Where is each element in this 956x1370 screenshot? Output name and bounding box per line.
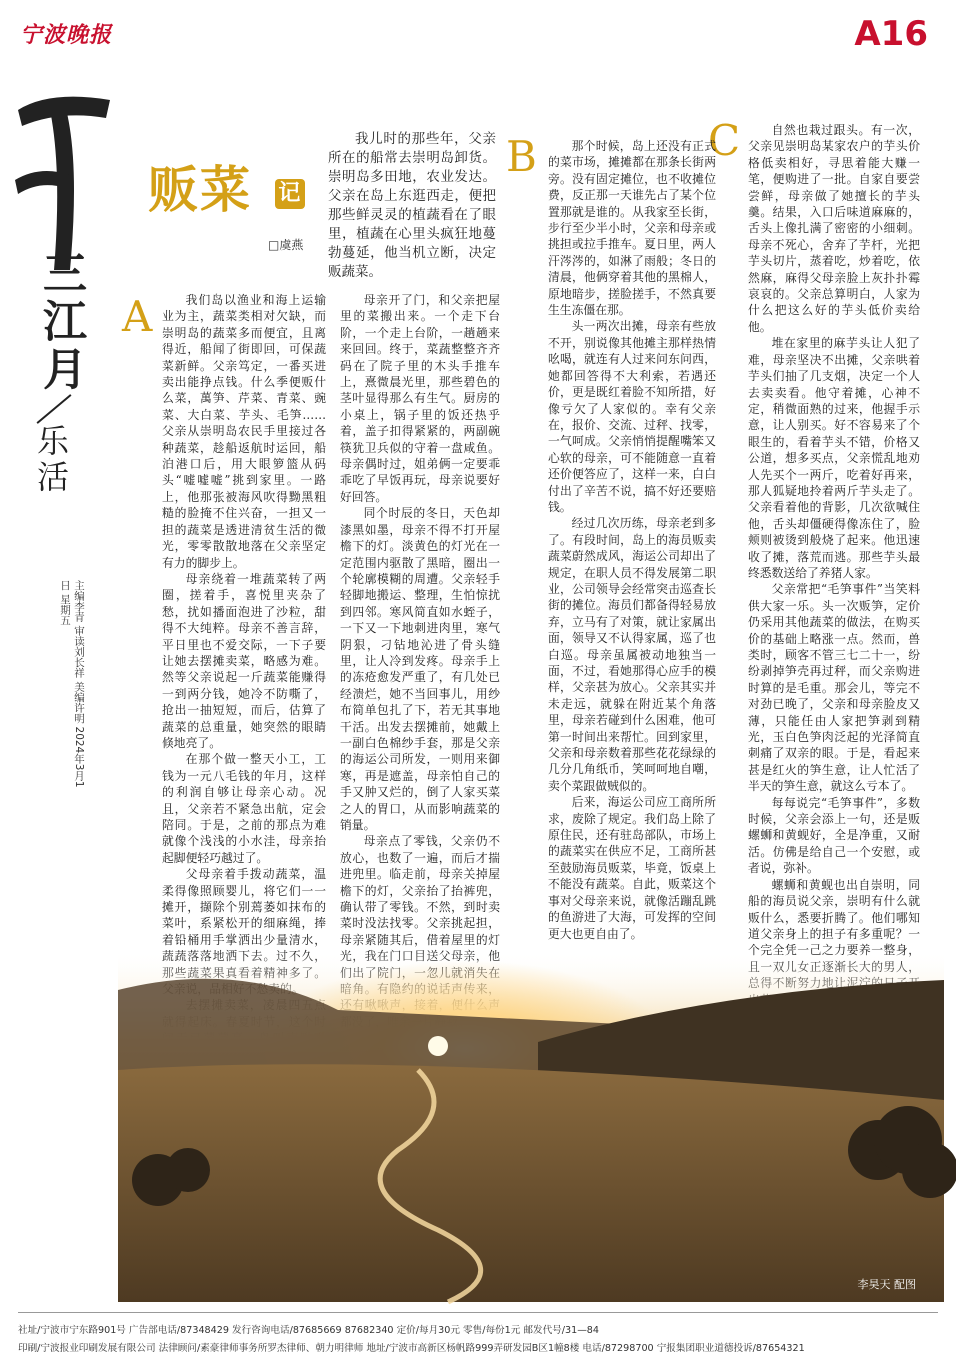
drop-cap-c: C	[708, 116, 741, 165]
paragraph: 母亲开了门，和父亲把屋里的菜搬出来。一个走下台阶，一个走上台阶，一趟趟来来回回。终于，菜蔬整整齐齐码在了院子里的木头手推车上，熹微晨光里，那些碧色的茎叶显得那么有生气。厨房的小桌上，锅子里的饭还热乎着，盖子扣得紧紧的，两副碗筷犹卫兵似的守着一盘咸鱼。母亲偶时过，姐弟俩一定要乖乖吃了早饭再玩，母亲说要好好回答。	[340, 293, 500, 504]
landscape-photo	[118, 950, 944, 1302]
paragraph: 在那个做一整天小工，工钱为一元八毛钱的年月，这样的利润自够让母亲心动。况且，父亲若不紧急出航，定会陪同。于是，之前的那点为难就像个浅浅的小水洼，母亲抬起脚便轻巧越过了。	[162, 752, 326, 865]
column-3	[548, 138, 716, 1018]
paragraph: 后来，海运公司应工商所所求，废除了规定。我们岛上除了原住民，还有驻岛部队，市场上的蔬菜实在供应不足，工商所甚至鼓励海员贩菜，毕竟，饭桌上不能没有蔬菜。自此，贩菜这个事对父母亲来说，就像活蹦乱跳的鱼游进了大海，可发挥的空间更大也更自由了。	[548, 795, 716, 941]
photo-credit: 李昊天 配图	[857, 1278, 916, 1291]
lead-paragraph: 我儿时的那些年，父亲所在的船常去崇明岛卸货。崇明岛多田地，农业发达。父亲在岛上东逛西走，便把那些鲜灵灵的植蔬看在了眼里，植蔬在心里头疯狂地蔓勃蔓延，他当机立断，决定贩蔬菜。	[328, 131, 496, 280]
divider-slash	[37, 394, 72, 424]
paragraph: 父亲常把“毛笋事件”当笑料供大家一乐。头一次贩笋，定价仍采用其他蔬菜的做法，在购买价的基础上略涨一点。然而，兽类时，顾客不管三七二十一，纷纷剥掉笋壳再过秤，而父亲购进时算的是毛重。那会儿，等完不对劲已晚了，父亲和母亲脸皮又薄，只能任由人家把笋剥到精光，玉白色笋肉泛起的光泽简直刺痛了双亲的眼。于是，看起来甚是红火的笋生意，让人忙活了半天的笋生意，就这么亏本了。	[748, 582, 920, 794]
paragraph: 堆在家里的麻芋头让人犯了难，母亲坚决不出摊，父亲哄着芋头们抽了几支烟，决定一个人去卖卖看。他守着摊，心神不定，稍微面熟的过来，他握手示意，让人别买。好不容易来了个眼生的，看着芋头不错，价格又公道，想多买点，父亲慌乱地劝人先买个一两斤，吃着好再来，那人狐疑地拎着两斤芋头走了。父亲看着他的背影，几次欲喊住他，舌头却僵硬得像冻住了，脸颊则被烫到般烧了起来。他迅速收了摊，落荒而逃。那些芋头最终悉数送给了养猪人家。	[748, 336, 920, 580]
author: □虞燕	[268, 238, 304, 252]
paragraph: 每每说完“毛笋事件”，多数时候，父亲会添上一句，还是贩螺蛳和黄蚬好，全是净重，又耐活。仿佛是给自己一个安慰，或者说，弥补。	[748, 795, 920, 876]
paragraph: 自然也栽过跟头。有一次，父亲见崇明岛某家农户的芋头价格低卖相好，寻思着能大赚一笔，便购进了一批。自家自要尝尝鲜，母亲做了她擅长的芋头羹。结果，入口后味道麻麻的，舌头上像扎满了密密的小细刺。母亲不死心，舍弃了芋杆，光把芋头切片，蒸着吃，炒着吃，依然麻，麻得父母亲脸上灰扑扑霉哀哀的。父亲总算明白，人家为什么把这么好的芋头低价卖给他。	[748, 123, 920, 334]
paragraph: 父母亲着手拨动蔬菜，温柔得像照顾婴儿，将它们一一摊开，撷除个别蔫萎如抹布的菜叶，系紧松开的细麻绳，捧着铅桶用手掌洒出少量清水，	[162, 867, 326, 947]
drop-cap-a: A	[122, 292, 153, 341]
paragraph: 螺蛳和黄蚬也出自崇明，同船的海员说父亲，崇明有什么就贩什么，悉要折腾了。他们哪知道父亲身上的担子有多重呢？一	[748, 877, 920, 941]
paragraph: 同个时辰的冬日，天色却漆黑如墨，母亲不得不打开屋檐下的灯。淡黄色的灯光在一定范围内驱散了黑暗，圈出一个轮廓模糊的周遭。父亲轻手轻脚地搬运、整理，生怕惊扰到四邻。寒风简直如水蛭子，一下又一下地刺进肉里，寒气阴狠，刁钻地沁进了骨头缝里，让人冷到发疼。母亲手上的冻疮愈发严重了，有几处已经溃烂，她不当回事儿，用纱布简单包扎了下，若无其事地干活。出发去摆摊前，她戴上一副白色棉纱手套，那是父亲的海运公司所发，一则用来御寒，再是遮盖，母亲怕自己的手又肿又烂的，倒了人家买菜之人的胃口，从而影响蔬菜的销量。	[340, 506, 500, 832]
article-title	[148, 150, 305, 222]
title-mark: 记	[275, 179, 305, 209]
paragraph: 经过几次历练，母亲老到多了。有段时间，岛上的海员贩卖蔬菜蔚然成风，海运公司却出了规定，在职人员不得发展第二职业，公司领导会经常突击巡查长街的摊位。海员们都备得轻易放弃，立马有了对策，就让家属出面，领导又不认得家属，巡了也白巡。母亲虽属被动地独当一面，不过，看她那得心应手的模样，父亲甚为放心。父亲其实并未走远，就躲在附近某个角落里，母亲若碰到什么困难，他可第一时间出来帮忙。回到家里，父亲和母亲数着那些花花绿绿的几分几角纸币，笑呵呵地自嘲，卖个菜跟做贼似的。	[548, 516, 716, 793]
paragraph: 那个时候，岛上还没有正式的菜市场，摊摊都在那条长街两旁。没有固定摊位，也不收摊位费，反正那一天谁先占了某个位置那就是谁的。从我家至长街，步行至少半小时，父亲和母亲或挑担或拉手推车。夏日里，两人汗涔涔的，如淋了雨般；冬日的清晨，他俩穿着其他的黑棉人，原地暗步，搓脸搓手，不然真要生生冻僵在那。	[548, 139, 716, 318]
drop-cap-b: B	[506, 132, 537, 181]
masthead: 宁波晚报	[20, 22, 113, 48]
column-1	[162, 292, 326, 992]
paragraph: 头一两次出摊，母亲有些放不开，别说像其他摊主那样热情吆喝，就连有人过来问东问西，她都回答得不大利索，若遇还价，更是既红着脸不知所措，好像亏欠了人家似的。幸有父亲在，报价、交流、过秤、找零，一气呵成。父亲悄悄提醒嘴笨又心软的母亲，可不能随意一直着还价便答应了，这样一来，白白付出了辛苦不说，搞不好还要赔钱。	[548, 319, 716, 514]
footer-line-1: 社址/宁波市宁东路901号 广告部电话/87348429 发行咨询电话/87685669 87682340 定价/每月30元 零售/每份1元 邮发代号/31—84	[18, 1325, 600, 1336]
editor-meta: 主编李青 审读刘长祥 美编许明 2024年3月1日 星期五	[59, 580, 85, 788]
paragraph: 母亲点了零钱，父亲仍不放心，也数了一遍，而后才揣进兜里。临走前，母亲关掉屋檐下的灯，父亲抬了抬裤兜，确认带了零钱。不然，到时卖菜时没法找零。父亲挑起担，母亲紧随其后，借着屋里的灯	[340, 834, 500, 947]
brush-calligraphy-graphic	[10, 70, 120, 280]
footer-rule	[18, 1312, 938, 1313]
page-number: A16	[854, 14, 928, 54]
section-name: 三江月	[35, 250, 86, 394]
column-2	[340, 292, 500, 992]
column-4	[748, 122, 920, 1042]
paragraph: 母亲绕着一堆蔬菜转了两圈，搓着手，喜悦里夹杂了愁，扰如播面泡进了沙粒，甜得不大纯粹。母亲不善言辞，平日里也不爱交际，一下子要让她去摆摊卖菜，略感为难。然等父亲说起一斤蔬菜能赚得一到两分钱，她冷不防嘶了，抢出一抽短短，而后，估算了蔬菜的总重量，她突然的眼睛倏地亮了。	[162, 571, 326, 750]
section-sub: 乐活	[32, 424, 70, 496]
title-text: 贩菜	[148, 161, 252, 219]
paragraph: 我们岛以渔业和海上运输业为主，蔬菜类相对欠缺，而崇明岛的蔬菜多而便宜，且离得近，船闻了街即回，可保蔬菜新鲜。父亲笃定，一番买进卖出能挣点钱。什么季便贩什么菜，萬笋、芹菜、青菜、豌菜、大白菜、芋头、毛笋……父亲从崇明岛农民手里接过各种蔬菜，趁船返航时运回，船泊港口后，用大眼箩篮从码头“嘘嘘嘘”挑到家里。一路上，他那张被海风吹得黝黑粗糙的脸掩不住兴奋，一担又一担的蔬菜是透进清贫生活的微光，零零散散地落在父亲坚定有力的脚步上。	[162, 293, 326, 570]
footer-line-2: 印刷/宁波报业印刷发展有限公司 法律顾问/素豪律师事务所罗杰律师、朝力明律师 地址/宁波市高新区杨帆路999弄研发园B区1幢8楼 电话/87298700 宁报集团职业道德投诉/87654321	[18, 1343, 805, 1354]
section-label	[28, 250, 98, 496]
